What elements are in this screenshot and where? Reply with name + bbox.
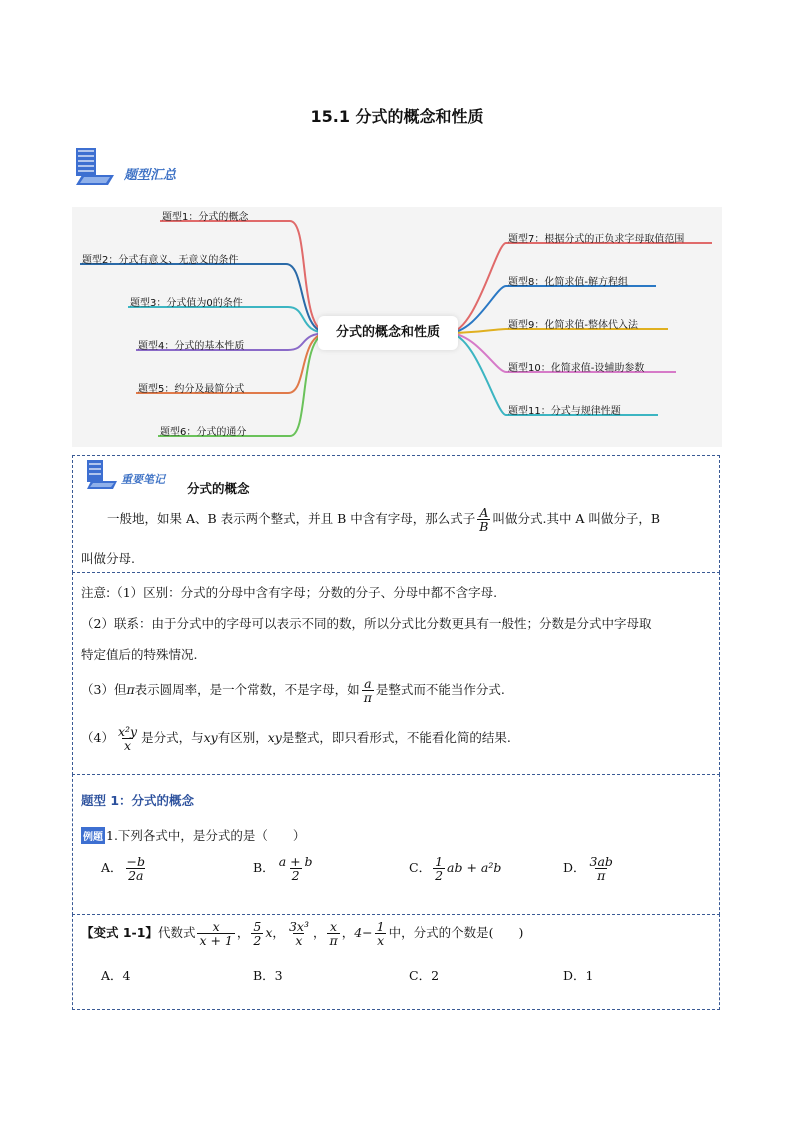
type1-question: 例题 1.下列各式中，是分式的是（ ） [83,828,306,843]
definition-line1: 一般地，如果 A、B 表示两个整式，并且 B 中含有字母，那么式子 $\frac{A}{B}$ 叫做分式.其中 A 叫做分子，B [107,505,661,535]
summary-header-label: 题型汇总 [124,168,177,183]
mindmap-center: 分式的概念和性质 [318,316,458,350]
mindmap-item-type7: 题型7：根据分式的正负求字母取值范围 [508,234,685,245]
example-badge: 例题 [81,827,105,844]
variant-question: 【变式 1-1】代数式 $\frac{x}{x + 1}$ ， $\frac{5}{2}$ x， $\frac{\text{3x³}}{x}$ ， $\frac{x}{\pi}$ ，4− $\frac{1}{x}$ 中，分式的个数是( ) [81,919,524,949]
mindmap-item-type4: 题型4：分式的基本性质 [138,341,245,352]
option-c[interactable]: C． $\frac{1}{2}$ ab + a²b [409,854,502,884]
note-2-line1: （2）联系：由于分式中的字母可以表示不同的数，所以分式比分数更具有一般性；分数是分式中字母取 [81,616,652,631]
note-2-line2: 特定值后的特殊情况. [81,647,198,662]
notes-box [72,455,720,573]
document-title: 15.1 分式的概念和性质 [310,107,484,126]
type1-box [72,774,720,915]
attention-box [72,572,720,775]
mindmap-item-type5: 题型5：约分及最简分式 [138,384,245,395]
variant-box [72,914,720,1010]
notes-topic: 分式的概念 [187,481,250,496]
mindmap-item-type3: 题型3：分式值为0的条件 [130,298,243,309]
option-d[interactable]: D． $\frac{3ab}{\pi}$ [563,854,613,884]
definition-line2: 叫做分母. [81,551,135,566]
books-icon [74,147,118,187]
mindmap-item-type8: 题型8：化简求值-解方程组 [508,277,628,288]
summary-header [74,147,224,189]
mindmap [72,207,722,447]
mindmap-item-type11: 题型11：分式与规律性题 [508,406,621,417]
note-1: 注意:（1）区别：分式的分母中含有字母；分数的分子、分母中都不含字母. [81,585,498,600]
notes-header-label: 重要笔记 [121,473,165,486]
option-a[interactable]: A． $\frac{-b}{2a}$ [101,854,146,884]
variant-option-d[interactable]: D．1 [563,968,594,983]
mindmap-item-type2: 题型2：分式有意义、无意义的条件 [82,255,239,266]
mindmap-item-type1: 题型1：分式的概念 [162,212,249,223]
variant-option-a[interactable]: A．4 [101,968,131,983]
note-3: （3）但π表示圆周率，是一个常数，不是字母，如 $\frac{a}{\pi}$ 是整式而不能当作分式. [81,676,505,706]
note-4: （4） $\frac{\text{x²y}}{x}$ 是分式，与xy有区别，xy是整式，即只看形式，不能看化简的结果. [81,724,511,754]
definition-fraction: $\frac{A}{B}$ [479,505,489,535]
mindmap-item-type9: 题型9：化简求值-整体代入法 [508,320,638,331]
mindmap-item-type6: 题型6：分式的通分 [160,427,247,438]
variant-option-c[interactable]: C．2 [409,968,440,983]
type1-heading: 题型 1：分式的概念 [81,793,195,808]
option-b[interactable]: B． $\frac{a + b}{2}$ [253,854,313,884]
notes-icon [85,460,119,490]
mindmap-branch-left [128,307,328,333]
variant-option-b[interactable]: B．3 [253,968,283,983]
mindmap-item-type10: 题型10：化简求值-设辅助参数 [508,363,645,374]
